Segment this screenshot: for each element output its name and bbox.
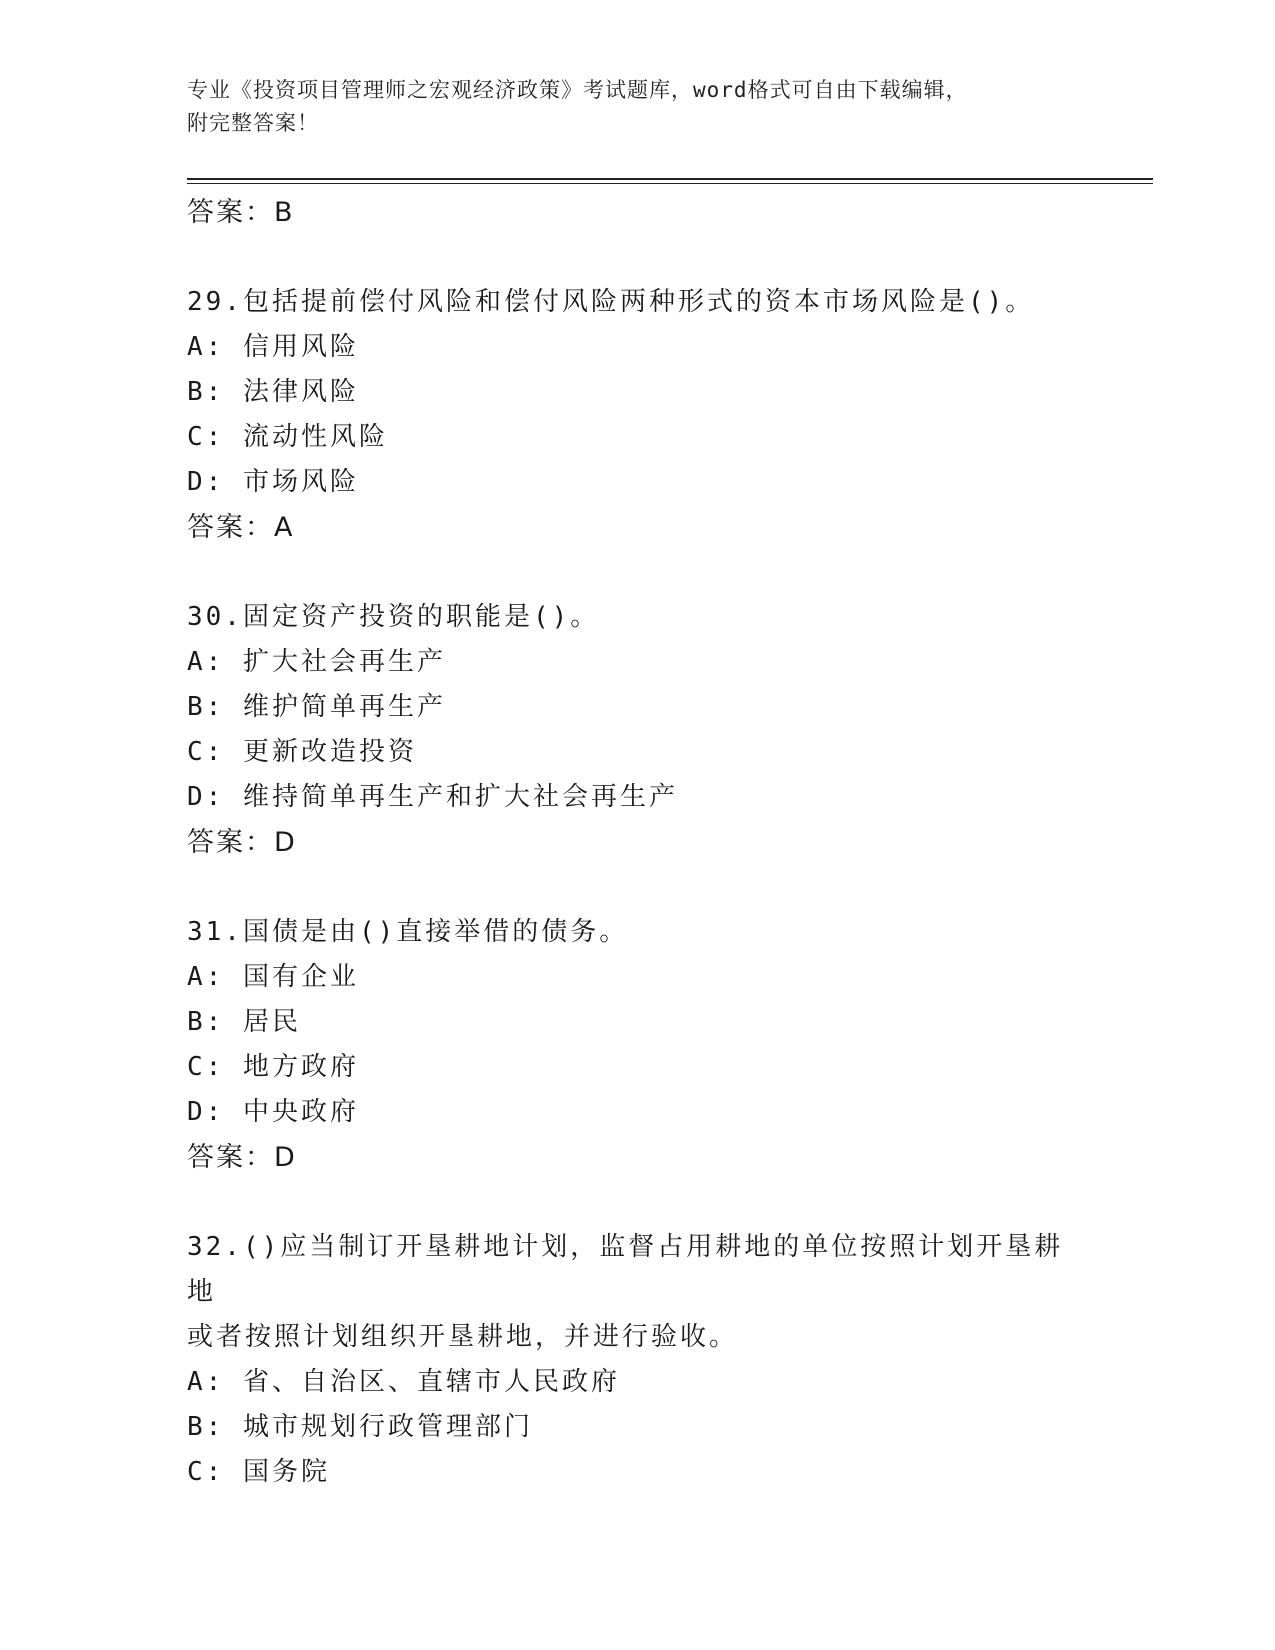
option-a: A: 扩大社会再生产 xyxy=(187,647,446,677)
option-a: A: 省、自治区、直辖市人民政府 xyxy=(187,1367,620,1397)
question-block xyxy=(187,910,1087,1180)
header-divider-thick xyxy=(187,178,1153,180)
document-header xyxy=(187,74,1087,140)
spacer xyxy=(187,235,1087,280)
question-stem: 29.包括提前偿付风险和偿付风险两种形式的资本市场风险是()。 xyxy=(187,287,1035,317)
question-stem-line-1: 32.()应当制订开垦耕地计划，监督占用耕地的单位按照计划开垦耕地 xyxy=(187,1232,1064,1307)
option-c: C: 地方政府 xyxy=(187,1052,359,1082)
answer: 答案：A xyxy=(187,512,295,543)
option-c: C: 国务院 xyxy=(187,1457,330,1487)
option-b: B: 维护简单再生产 xyxy=(187,692,446,722)
option-c: C: 流动性风险 xyxy=(187,422,388,452)
spacer xyxy=(187,865,1087,910)
header-divider-thin xyxy=(187,183,1153,184)
previous-answer: 答案：B xyxy=(187,197,295,228)
question-block xyxy=(187,1225,1087,1495)
option-a: A: 信用风险 xyxy=(187,332,359,362)
answer: 答案：D xyxy=(187,827,297,858)
question-list xyxy=(187,190,1087,1495)
spacer xyxy=(187,550,1087,595)
option-d: D: 维持简单再生产和扩大社会再生产 xyxy=(187,782,678,812)
option-b: B: 法律风险 xyxy=(187,377,359,407)
header-line-2: 附完整答案！ xyxy=(187,111,319,135)
answer: 答案：D xyxy=(187,1142,297,1173)
question-stem: 30.固定资产投资的职能是()。 xyxy=(187,602,600,632)
question-block xyxy=(187,280,1087,550)
question-block xyxy=(187,595,1087,865)
option-b: B: 居民 xyxy=(187,1007,301,1037)
header-line-1: 专业《投资项目管理师之宏观经济政策》考试题库，word格式可自由下载编辑， xyxy=(187,78,968,102)
option-a: A: 国有企业 xyxy=(187,962,359,992)
option-d: D: 中央政府 xyxy=(187,1097,359,1127)
spacer xyxy=(187,1180,1087,1225)
question-stem: 31.国债是由()直接举借的债务。 xyxy=(187,917,629,947)
option-d: D: 市场风险 xyxy=(187,467,359,497)
option-c: C: 更新改造投资 xyxy=(187,737,417,767)
question-stem-line-2: 或者按照计划组织开垦耕地，并进行验收。 xyxy=(187,1322,739,1352)
option-b: B: 城市规划行政管理部门 xyxy=(187,1412,533,1442)
